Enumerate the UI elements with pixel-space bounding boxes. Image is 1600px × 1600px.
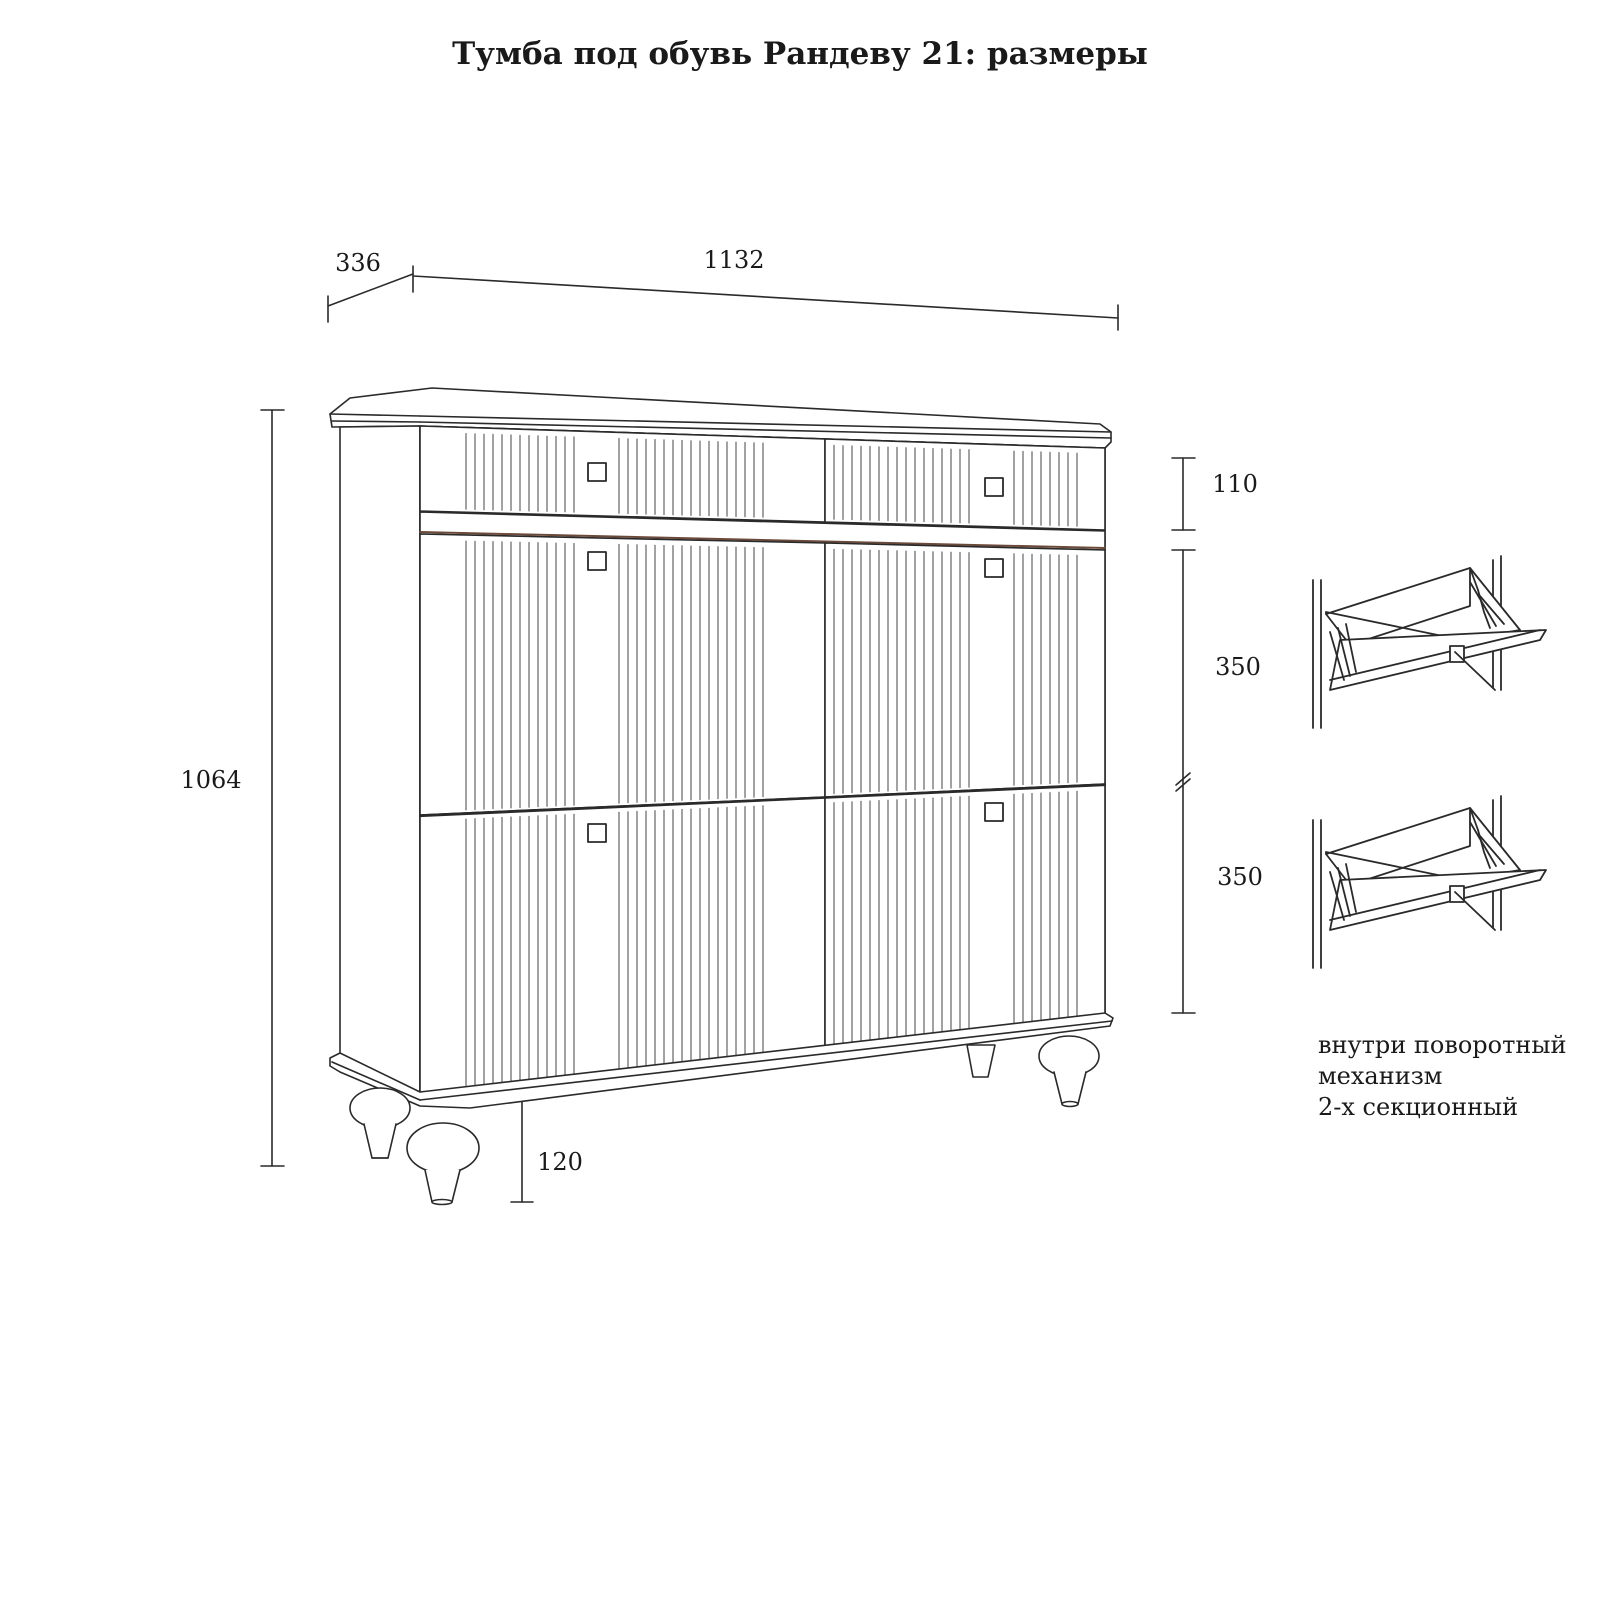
section-bottom-height-label: 350 — [1217, 863, 1263, 891]
legs-height-label: 120 — [537, 1148, 583, 1176]
drawer-right-front — [825, 439, 1105, 530]
leg-back-left — [350, 1088, 410, 1158]
leg-front-left — [407, 1123, 479, 1205]
section-top-height-label: 350 — [1215, 653, 1261, 681]
depth-label: 336 — [335, 249, 381, 277]
door-bottom-right — [825, 784, 1105, 1049]
sections-dimension-line — [1172, 550, 1195, 1013]
height-dimension-line — [261, 410, 284, 1166]
drawer-left-front — [420, 426, 825, 522]
height-label: 1064 — [180, 766, 242, 794]
mechanism-note — [1318, 1030, 1600, 1123]
leg-back-right — [967, 1045, 995, 1077]
rotating-mechanism-bottom — [1313, 796, 1546, 968]
leg-front-right — [1039, 1036, 1099, 1107]
width-label: 1132 — [703, 246, 765, 274]
legs-dimension-line — [511, 1102, 533, 1202]
side-panel — [340, 426, 420, 1094]
note-line: механизм — [1318, 1062, 1443, 1090]
note-line: внутри поворотный — [1318, 1031, 1567, 1059]
page-title: Тумба под обувь Рандеву 21: размеры — [452, 36, 1148, 72]
cabinet — [330, 388, 1113, 1205]
door-top-right — [825, 543, 1105, 797]
door-top-left — [420, 534, 825, 815]
drawer-height-label: 110 — [1212, 470, 1258, 498]
door-bottom-left — [420, 797, 825, 1094]
drawer-dimension-line — [1172, 458, 1195, 530]
width-dimension-line — [413, 276, 1118, 330]
note-line: 2-х секционный — [1318, 1093, 1519, 1121]
rotating-mechanism-top — [1313, 556, 1546, 728]
